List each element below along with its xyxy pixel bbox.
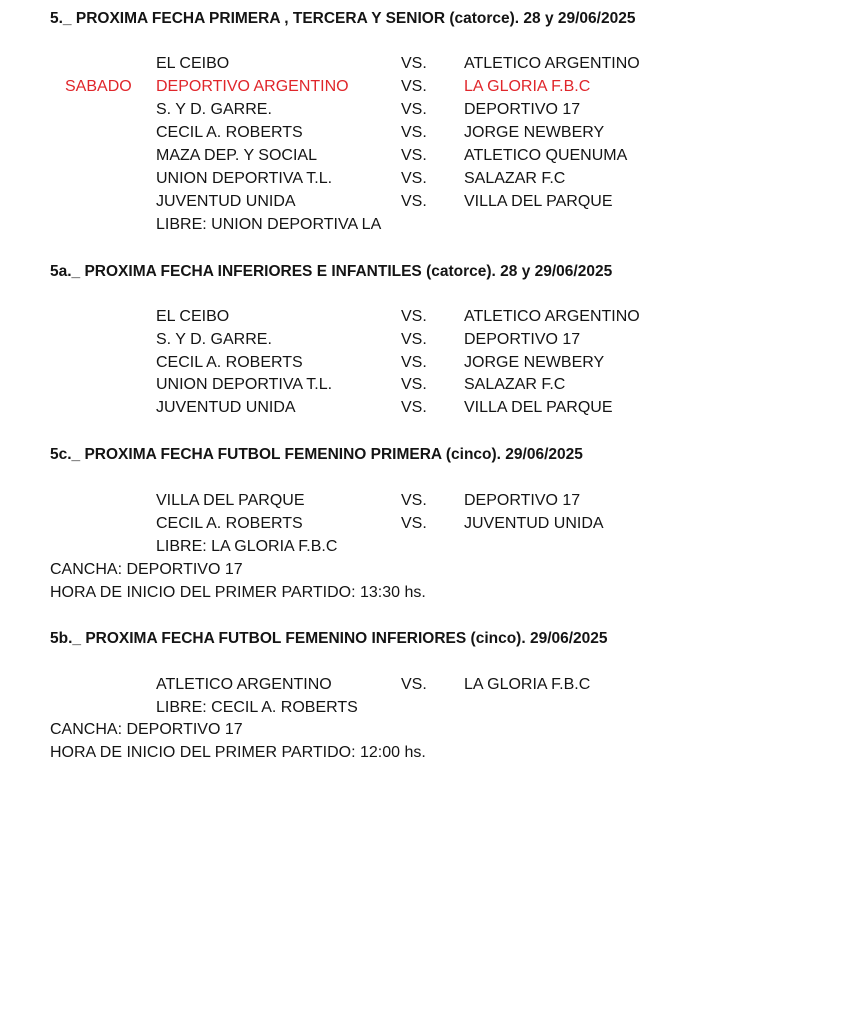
- away-team: ATLETICO ARGENTINO: [464, 308, 640, 325]
- home-team: JUVENTUD UNIDA: [156, 399, 296, 416]
- away-team: ATLETICO ARGENTINO: [464, 55, 640, 72]
- match-day-label: SABADO: [65, 78, 132, 95]
- match-row: [0, 124, 851, 146]
- away-team: LA GLORIA F.B.C: [464, 78, 591, 95]
- versus-label: VS.: [401, 78, 427, 95]
- match-row: [0, 55, 851, 77]
- versus-label: VS.: [401, 193, 427, 210]
- away-team: DEPORTIVO 17: [464, 492, 581, 509]
- versus-label: VS.: [401, 124, 427, 141]
- versus-label: VS.: [401, 308, 427, 325]
- away-team: SALAZAR F.C: [464, 376, 566, 393]
- bye-team-note: LIBRE: UNION DEPORTIVA LA: [156, 216, 382, 233]
- home-team: VILLA DEL PARQUE: [156, 492, 305, 509]
- away-team: VILLA DEL PARQUE: [464, 193, 613, 210]
- versus-label: VS.: [401, 147, 427, 164]
- home-team: JUVENTUD UNIDA: [156, 193, 296, 210]
- home-team: DEPORTIVO ARGENTINO: [156, 78, 349, 95]
- home-team: EL CEIBO: [156, 55, 230, 72]
- away-team: LA GLORIA F.B.C: [464, 676, 591, 693]
- start-time-note: HORA DE INICIO DEL PRIMER PARTIDO: 12:00 hs.: [50, 744, 426, 761]
- away-team: VILLA DEL PARQUE: [464, 399, 613, 416]
- home-team: UNION DEPORTIVA T.L.: [156, 170, 333, 187]
- section-title: 5._ PROXIMA FECHA PRIMERA , TERCERA Y SENIOR (catorce). 28 y 29/06/2025: [50, 10, 636, 27]
- home-team: MAZA DEP. Y SOCIAL: [156, 147, 317, 164]
- match-row: [0, 331, 851, 353]
- versus-label: VS.: [401, 399, 427, 416]
- match-row: [0, 308, 851, 330]
- match-row: [0, 170, 851, 192]
- home-team: S. Y D. GARRE.: [156, 101, 272, 118]
- match-row: [0, 399, 851, 421]
- home-team: CECIL A. ROBERTS: [156, 515, 303, 532]
- versus-label: VS.: [401, 515, 427, 532]
- versus-label: VS.: [401, 376, 427, 393]
- start-time-note: HORA DE INICIO DEL PRIMER PARTIDO: 13:30 hs.: [50, 584, 426, 601]
- versus-label: VS.: [401, 331, 427, 348]
- match-row: [0, 101, 851, 123]
- venue-note: CANCHA: DEPORTIVO 17: [50, 561, 243, 578]
- venue-note: CANCHA: DEPORTIVO 17: [50, 721, 243, 738]
- away-team: DEPORTIVO 17: [464, 101, 581, 118]
- match-row: [0, 676, 851, 698]
- versus-label: VS.: [401, 492, 427, 509]
- versus-label: VS.: [401, 354, 427, 371]
- versus-label: VS.: [401, 101, 427, 118]
- section-title: 5a._ PROXIMA FECHA INFERIORES E INFANTILES (catorce). 28 y 29/06/2025: [50, 263, 613, 280]
- match-row: [0, 193, 851, 215]
- match-row: [0, 492, 851, 514]
- away-team: JORGE NEWBERY: [464, 124, 605, 141]
- match-row: [0, 354, 851, 376]
- away-team: ATLETICO QUENUMA: [464, 147, 628, 164]
- home-team: EL CEIBO: [156, 308, 230, 325]
- home-team: CECIL A. ROBERTS: [156, 354, 303, 371]
- section-title: 5c._ PROXIMA FECHA FUTBOL FEMENINO PRIMERA (cinco). 29/06/2025: [50, 446, 583, 463]
- away-team: DEPORTIVO 17: [464, 331, 581, 348]
- away-team: SALAZAR F.C: [464, 170, 566, 187]
- versus-label: VS.: [401, 55, 427, 72]
- home-team: UNION DEPORTIVA T.L.: [156, 376, 333, 393]
- away-team: JUVENTUD UNIDA: [464, 515, 604, 532]
- bye-team-note: LIBRE: LA GLORIA F.B.C: [156, 538, 338, 555]
- versus-label: VS.: [401, 676, 427, 693]
- home-team: CECIL A. ROBERTS: [156, 124, 303, 141]
- bye-team-note: LIBRE: CECIL A. ROBERTS: [156, 699, 358, 716]
- match-row-highlighted: [0, 78, 851, 100]
- home-team: ATLETICO ARGENTINO: [156, 676, 332, 693]
- versus-label: VS.: [401, 170, 427, 187]
- away-team: JORGE NEWBERY: [464, 354, 605, 371]
- match-row: [0, 376, 851, 398]
- match-row: [0, 515, 851, 537]
- match-row: [0, 147, 851, 169]
- section-title: 5b._ PROXIMA FECHA FUTBOL FEMENINO INFERIORES (cinco). 29/06/2025: [50, 630, 608, 647]
- home-team: S. Y D. GARRE.: [156, 331, 272, 348]
